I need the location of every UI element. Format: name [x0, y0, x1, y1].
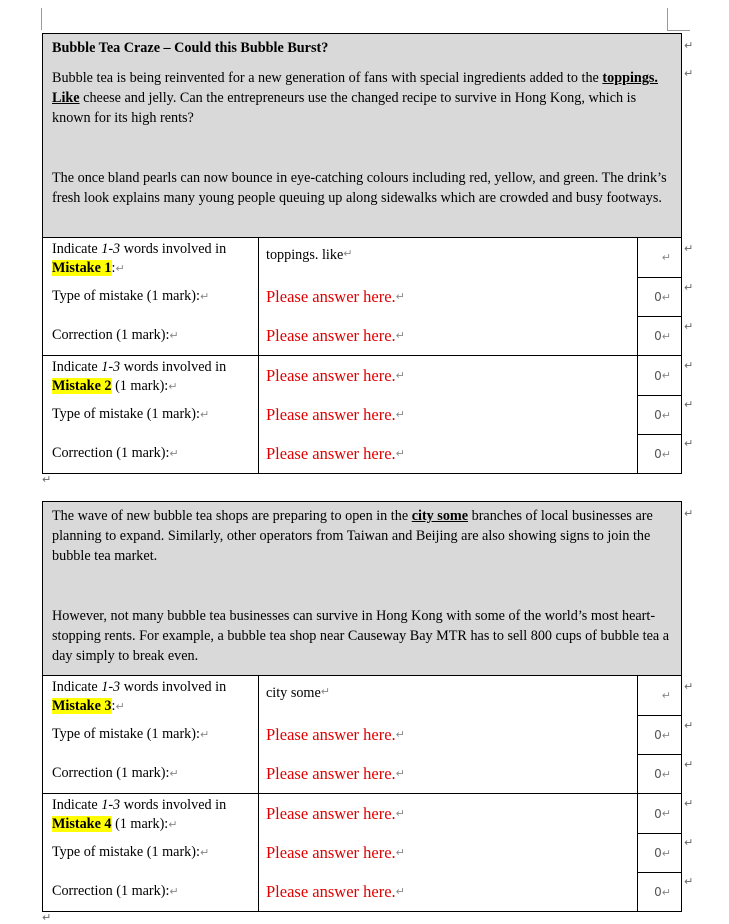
score-cell: 0 ↵: [638, 754, 681, 793]
table-row: [43, 793, 681, 833]
crop-mark-left: [41, 8, 43, 30]
correction-label-2: Correction (1 mark): ↵: [43, 434, 259, 473]
score-cell: 0 ↵: [638, 833, 681, 872]
question-table-2: [42, 501, 682, 912]
passage-2: [43, 502, 681, 676]
answer-type-4[interactable]: Please answer here. ↵: [259, 833, 638, 872]
score-cell: 0 ↵: [638, 395, 681, 434]
answer-words-1[interactable]: toppings. like ↵: [259, 238, 638, 277]
table-row: [43, 316, 681, 355]
correction-label-3: Correction (1 mark): ↵: [43, 754, 259, 793]
table-row: [43, 277, 681, 316]
passage-2-paragraph-1: The wave of new bubble tea shops are preparing to open in the city some branches of local businesses are planning to expand. Similarly, other operators from Taiwan and Beijing are also showing signs to join the bubble tea market.: [52, 508, 653, 564]
marked-text-1: toppings. Like: [52, 70, 658, 106]
answer-words-2[interactable]: Please answer here. ↵: [259, 356, 638, 395]
type-label-1: Type of mistake (1 mark): ↵: [43, 277, 259, 316]
mark-cell: ↵: [661, 689, 671, 702]
answer-correction-1[interactable]: Please answer here. ↵: [259, 316, 638, 355]
row-end-mark: ↵: [684, 507, 694, 520]
mistake-3-highlight: Mistake 3: [52, 698, 112, 714]
table-row: [43, 754, 681, 793]
row-end-mark: ↵: [684, 437, 694, 450]
table-row: [43, 872, 681, 911]
answer-words-3[interactable]: city some ↵: [259, 676, 638, 715]
question-table-1: [42, 33, 682, 474]
answer-type-2[interactable]: Please answer here. ↵: [259, 395, 638, 434]
paragraph-mark: ↵: [42, 911, 52, 924]
row-end-mark: ↵: [684, 836, 694, 849]
score-cell: 0 ↵: [654, 806, 671, 821]
indicate-label-2: Indicate 1-3 words involved in Mistake 2 (1 mark):↵: [43, 356, 259, 395]
score-cell: 0 ↵: [638, 316, 681, 355]
passage-2-paragraph-2: However, not many bubble tea businesses can survive in Hong Kong with some of the world’s most heart-stopping rents. For example, a bubble tea shop near Causeway Bay MTR has to sell 800 cups of bubble tea a day simply to break even.: [52, 608, 670, 664]
row-end-mark: ↵: [684, 320, 694, 333]
paragraph-mark: ↵: [42, 473, 52, 486]
passage-1-paragraph-1: Bubble tea is being reinvented for a new generation of fans with special ingredients added to the toppings. Like cheese and jelly. Can the entrepreneurs use the changed recipe to survive in Hong Kong, which is known for its high rents?: [52, 70, 658, 126]
indicate-label-4: Indicate 1-3 words involved in Mistake 4 (1 mark):↵: [43, 794, 259, 833]
row-end-mark: ↵: [684, 67, 694, 80]
score-cell: 0 ↵: [654, 368, 671, 383]
row-end-mark: ↵: [684, 797, 694, 810]
correction-label-4: Correction (1 mark): ↵: [43, 872, 259, 911]
row-end-mark: ↵: [684, 359, 694, 372]
table-row: [43, 238, 681, 277]
passage-1: [43, 34, 681, 238]
score-cell: 0 ↵: [638, 715, 681, 754]
table-row: [43, 715, 681, 754]
mistake-2-highlight: Mistake 2: [52, 378, 112, 394]
crop-mark-right: [667, 8, 690, 31]
row-end-mark: ↵: [684, 680, 694, 693]
row-end-mark: ↵: [684, 398, 694, 411]
table-row: [43, 434, 681, 473]
table-row: [43, 395, 681, 434]
mark-cell: ↵: [661, 251, 671, 264]
article-title: Bubble Tea Craze – Could this Bubble Burst?: [52, 40, 329, 56]
answer-words-4[interactable]: Please answer here. ↵: [259, 794, 638, 833]
score-cell: 0 ↵: [638, 434, 681, 473]
type-label-2: Type of mistake (1 mark): ↵: [43, 395, 259, 434]
table-row: [43, 355, 681, 395]
type-label-3: Type of mistake (1 mark): ↵: [43, 715, 259, 754]
marked-text-3: city some: [411, 508, 469, 524]
indicate-label-1: Indicate 1-3 words involved in Mistake 1:↵: [43, 238, 259, 277]
answer-correction-4[interactable]: Please answer here. ↵: [259, 872, 638, 911]
correction-label-1: Correction (1 mark): ↵: [43, 316, 259, 355]
row-end-mark: ↵: [684, 758, 694, 771]
mistake-4-highlight: Mistake 4: [52, 816, 112, 832]
type-label-4: Type of mistake (1 mark): ↵: [43, 833, 259, 872]
table-row: [43, 676, 681, 715]
mistake-1-highlight: Mistake 1: [52, 260, 112, 276]
indicate-label-3: Indicate 1-3 words involved in Mistake 3:↵: [43, 676, 259, 715]
score-cell: 0 ↵: [638, 277, 681, 316]
passage-1-paragraph-2: The once bland pearls can now bounce in eye-catching colours including red, yellow, and green. The drink’s fresh look explains many young people queuing up along sidewalks which are crowded and busy footways.: [52, 170, 667, 206]
row-end-mark: ↵: [684, 242, 694, 255]
row-end-mark: ↵: [684, 875, 694, 888]
answer-correction-2[interactable]: Please answer here. ↵: [259, 434, 638, 473]
answer-type-1[interactable]: Please answer here. ↵: [259, 277, 638, 316]
answer-type-3[interactable]: Please answer here. ↵: [259, 715, 638, 754]
row-end-mark: ↵: [684, 39, 694, 52]
answer-correction-3[interactable]: Please answer here. ↵: [259, 754, 638, 793]
score-cell: 0 ↵: [638, 872, 681, 911]
table-row: [43, 833, 681, 872]
row-end-mark: ↵: [684, 281, 694, 294]
row-end-mark: ↵: [684, 719, 694, 732]
